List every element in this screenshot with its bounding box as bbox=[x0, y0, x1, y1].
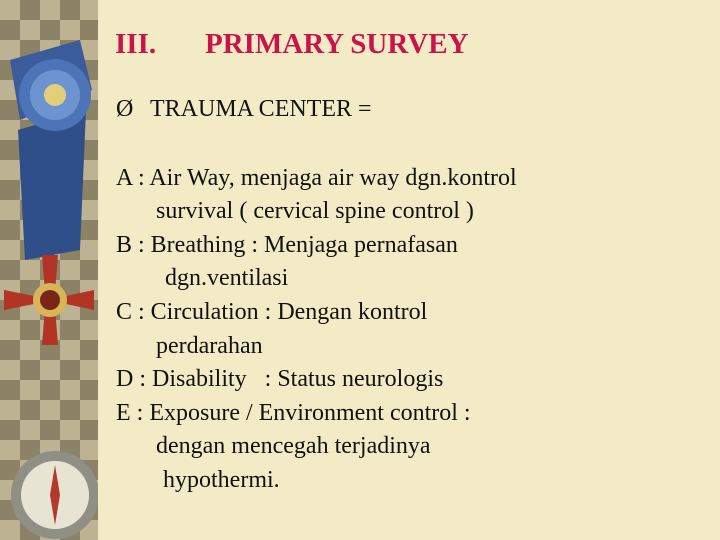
item-airway-line2: survival ( cervical spine control ) bbox=[156, 198, 474, 224]
item-exposure-line2: dengan mencegah terjadinya bbox=[156, 433, 431, 459]
title-number: III. bbox=[115, 28, 157, 60]
item-exposure-line3: hypothermi. bbox=[163, 467, 280, 493]
medal-compass-illustration bbox=[0, 0, 98, 540]
decorative-sidebar-image bbox=[0, 0, 98, 540]
item-breathing-line2: dgn.ventilasi bbox=[165, 265, 289, 291]
page-title: PRIMARY SURVEY bbox=[205, 28, 469, 60]
item-circulation-line1: C : Circulation : Dengan kontrol bbox=[116, 299, 428, 325]
bullet-text: TRAUMA CENTER = bbox=[150, 96, 372, 122]
arrow-bullet-icon: Ø bbox=[116, 96, 134, 122]
item-breathing-line1: B : Breathing : Menjaga pernafasan bbox=[116, 232, 458, 258]
item-airway-line1: A : Air Way, menjaga air way dgn.kontrol bbox=[116, 165, 517, 191]
item-exposure-line1: E : Exposure / Environment control : bbox=[116, 400, 471, 426]
item-disability-line1: D : Disability : Status neurologis bbox=[116, 366, 444, 392]
bullet-trauma-center bbox=[116, 96, 372, 123]
item-circulation-line2: perdarahan bbox=[156, 333, 263, 359]
